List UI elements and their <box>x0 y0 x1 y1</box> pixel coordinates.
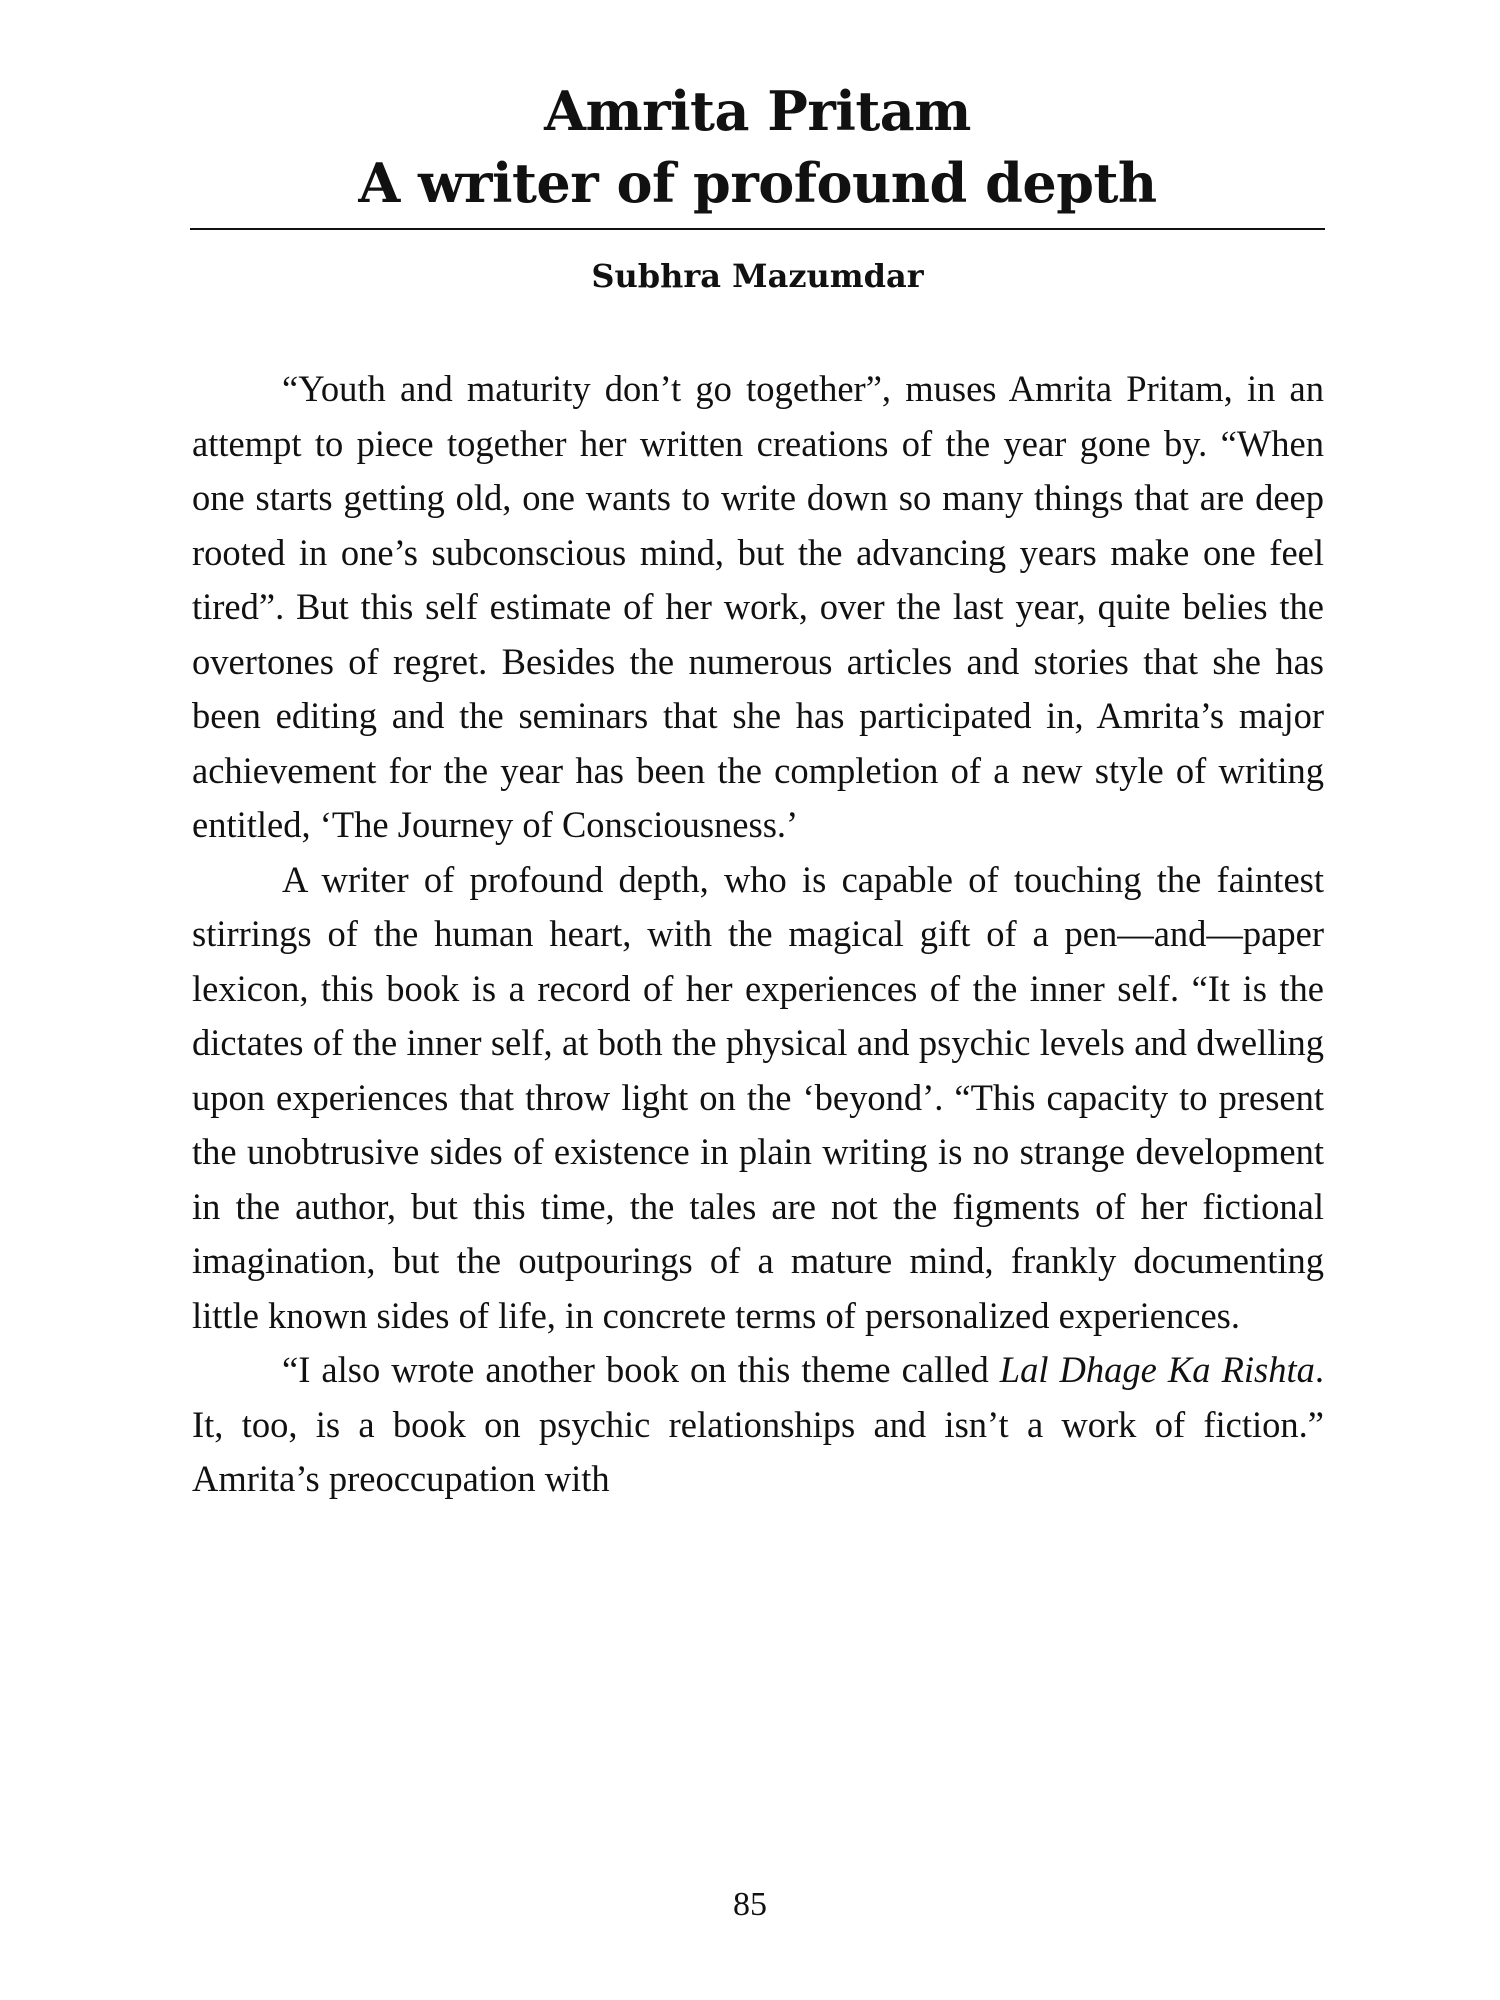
paragraph-3-text-start: “I also wrote another book on this theme called <box>282 1349 1000 1390</box>
paragraph-1: “Youth and maturity don’t go together”, muses Amrita Pritam, in an attempt to piece together her written creations of the year gone by. “When one starts getting old, one wants to write down so many things that are deep rooted in one’s subconscious mind, but the advancing years make one feel tired”. But this self estimate of her work, over the last year, quite belies the overtones of regret. Besides the numerous articles and stories that she has been editing and the seminars that she has participated in, Amrita’s major achievement for the year has been the completion of a new style of writing entitled, ‘The Journey of Consciousness.’ <box>192 368 1324 845</box>
article-title-line-1: Amrita Pritam <box>544 79 971 143</box>
page-number: 85 <box>733 1886 767 1923</box>
paragraph-3-text-end: . It, too, is a book on psychic relationships and isn’t a work of fiction.” Amrita’s preoccupation with <box>192 1349 1324 1499</box>
title-underline-rule <box>190 228 1325 230</box>
paragraph-3 <box>192 1343 1324 1507</box>
article-body <box>192 362 1324 1507</box>
article-title-line-2: A writer of profound depth <box>358 151 1157 215</box>
book-title-italic: Lal Dhage Ka Rishta <box>999 1349 1315 1390</box>
paragraph-2: A writer of profound depth, who is capable of touching the faintest stirrings of the human heart, with the magical gift of a pen—and—paper lexicon, this book is a record of her experiences of the inner self. “It is the dictates of the inner self, at both the physical and psychic levels and dwelling upon experiences that throw light on the ‘beyond’. “This capacity to present the unobtrusive sides of existence in plain writing is no strange development in the author, but this time, the tales are not the figments of her fictional imagination, but the outpourings of a mature mind, frankly documenting little known sides of life, in concrete terms of personalized experiences. <box>192 858 1324 1336</box>
author-byline: Subhra Mazumdar <box>591 257 924 295</box>
